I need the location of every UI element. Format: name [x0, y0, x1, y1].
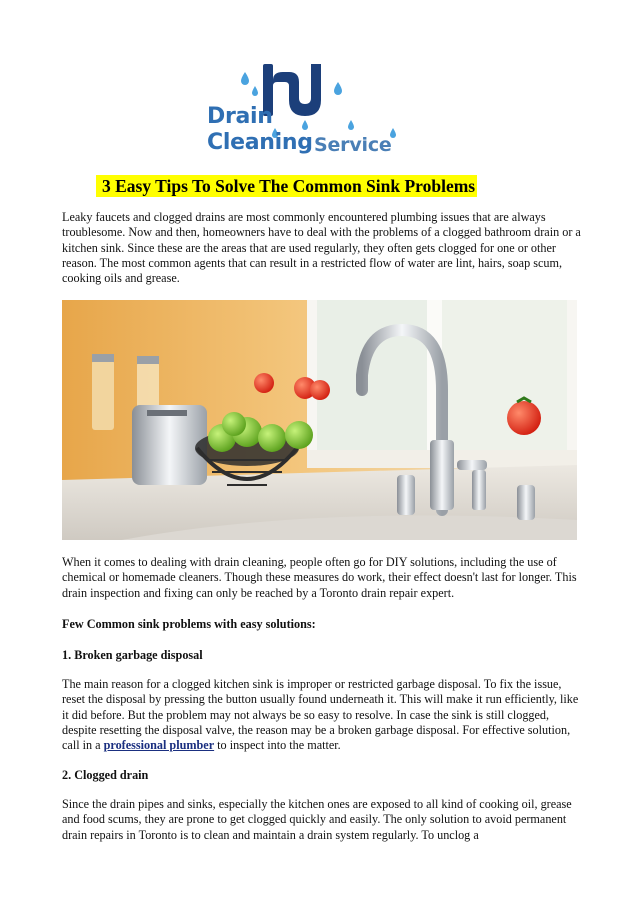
- logo-word-cleaning: Cleaning: [207, 130, 313, 155]
- intro-paragraph: Leaky faucets and clogged drains are most commonly encountered plumbing issues that are always troublesome. Now and then, homeowners have to deal with the problems of a clogged bathroom drain or a kitchen sink. Since these are the areas that are used regularly, they often gets clogged for one or other reason. The most common agents that can result in a restricted flow of water are lint, hairs, soap scum, cooking oils and grease.: [62, 210, 581, 286]
- logo-word-drain: Drain: [207, 104, 273, 129]
- water-drop-icon: [348, 120, 354, 130]
- tip1-paragraph: [62, 677, 582, 753]
- tip1-body-before: The main reason for a clogged kitchen sink is improper or restricted garbage disposal. To fix the issue, reset the disposal by pressing the button usually found underneath it. This will make it run efficiently, like it did before. But the problem may not always be so easy to resolve. In case the sink is still clogged, despite resetting the disposal valve, the reason may be a broken garbage disposal. For effective solution, call in a: [62, 677, 579, 753]
- logo-word-service: Service: [314, 134, 392, 156]
- water-drop-icon: [241, 72, 249, 85]
- tip2-heading: 2. Clogged drain: [62, 768, 149, 782]
- professional-plumber-link[interactable]: professional plumber: [103, 738, 215, 753]
- page-title: 3 Easy Tips To Solve The Common Sink Problems: [96, 175, 477, 197]
- tip2-paragraph: Since the drain pipes and sinks, especially the kitchen ones are exposed to all kind of cooking oil, grease and food scums, they are prone to get clogged quickly and easily. The only solution to avoid permanent drain repairs in Toronto is to clean and maintain a drain system regularly. To unclog a: [62, 797, 572, 842]
- water-drop-icon: [302, 120, 308, 130]
- water-drop-icon: [252, 86, 258, 96]
- tip1-heading: 1. Broken garbage disposal: [62, 648, 203, 662]
- drain-cleaning-service-logo: [205, 58, 405, 162]
- tip1-body-after: to inspect into the matter.: [214, 738, 341, 753]
- kitchen-sink-photo: [62, 300, 577, 540]
- water-drop-icon: [334, 82, 342, 95]
- diy-paragraph: When it comes to dealing with drain cleaning, people often go for DIY solutions, including the use of chemical or homemade cleaners. Though these measures do work, their effect doesn't last for longer. This drain inspection and fixing can only be reached by a Toronto drain repair expert.: [62, 555, 577, 600]
- section-heading: Few Common sink problems with easy solutions:: [62, 617, 316, 631]
